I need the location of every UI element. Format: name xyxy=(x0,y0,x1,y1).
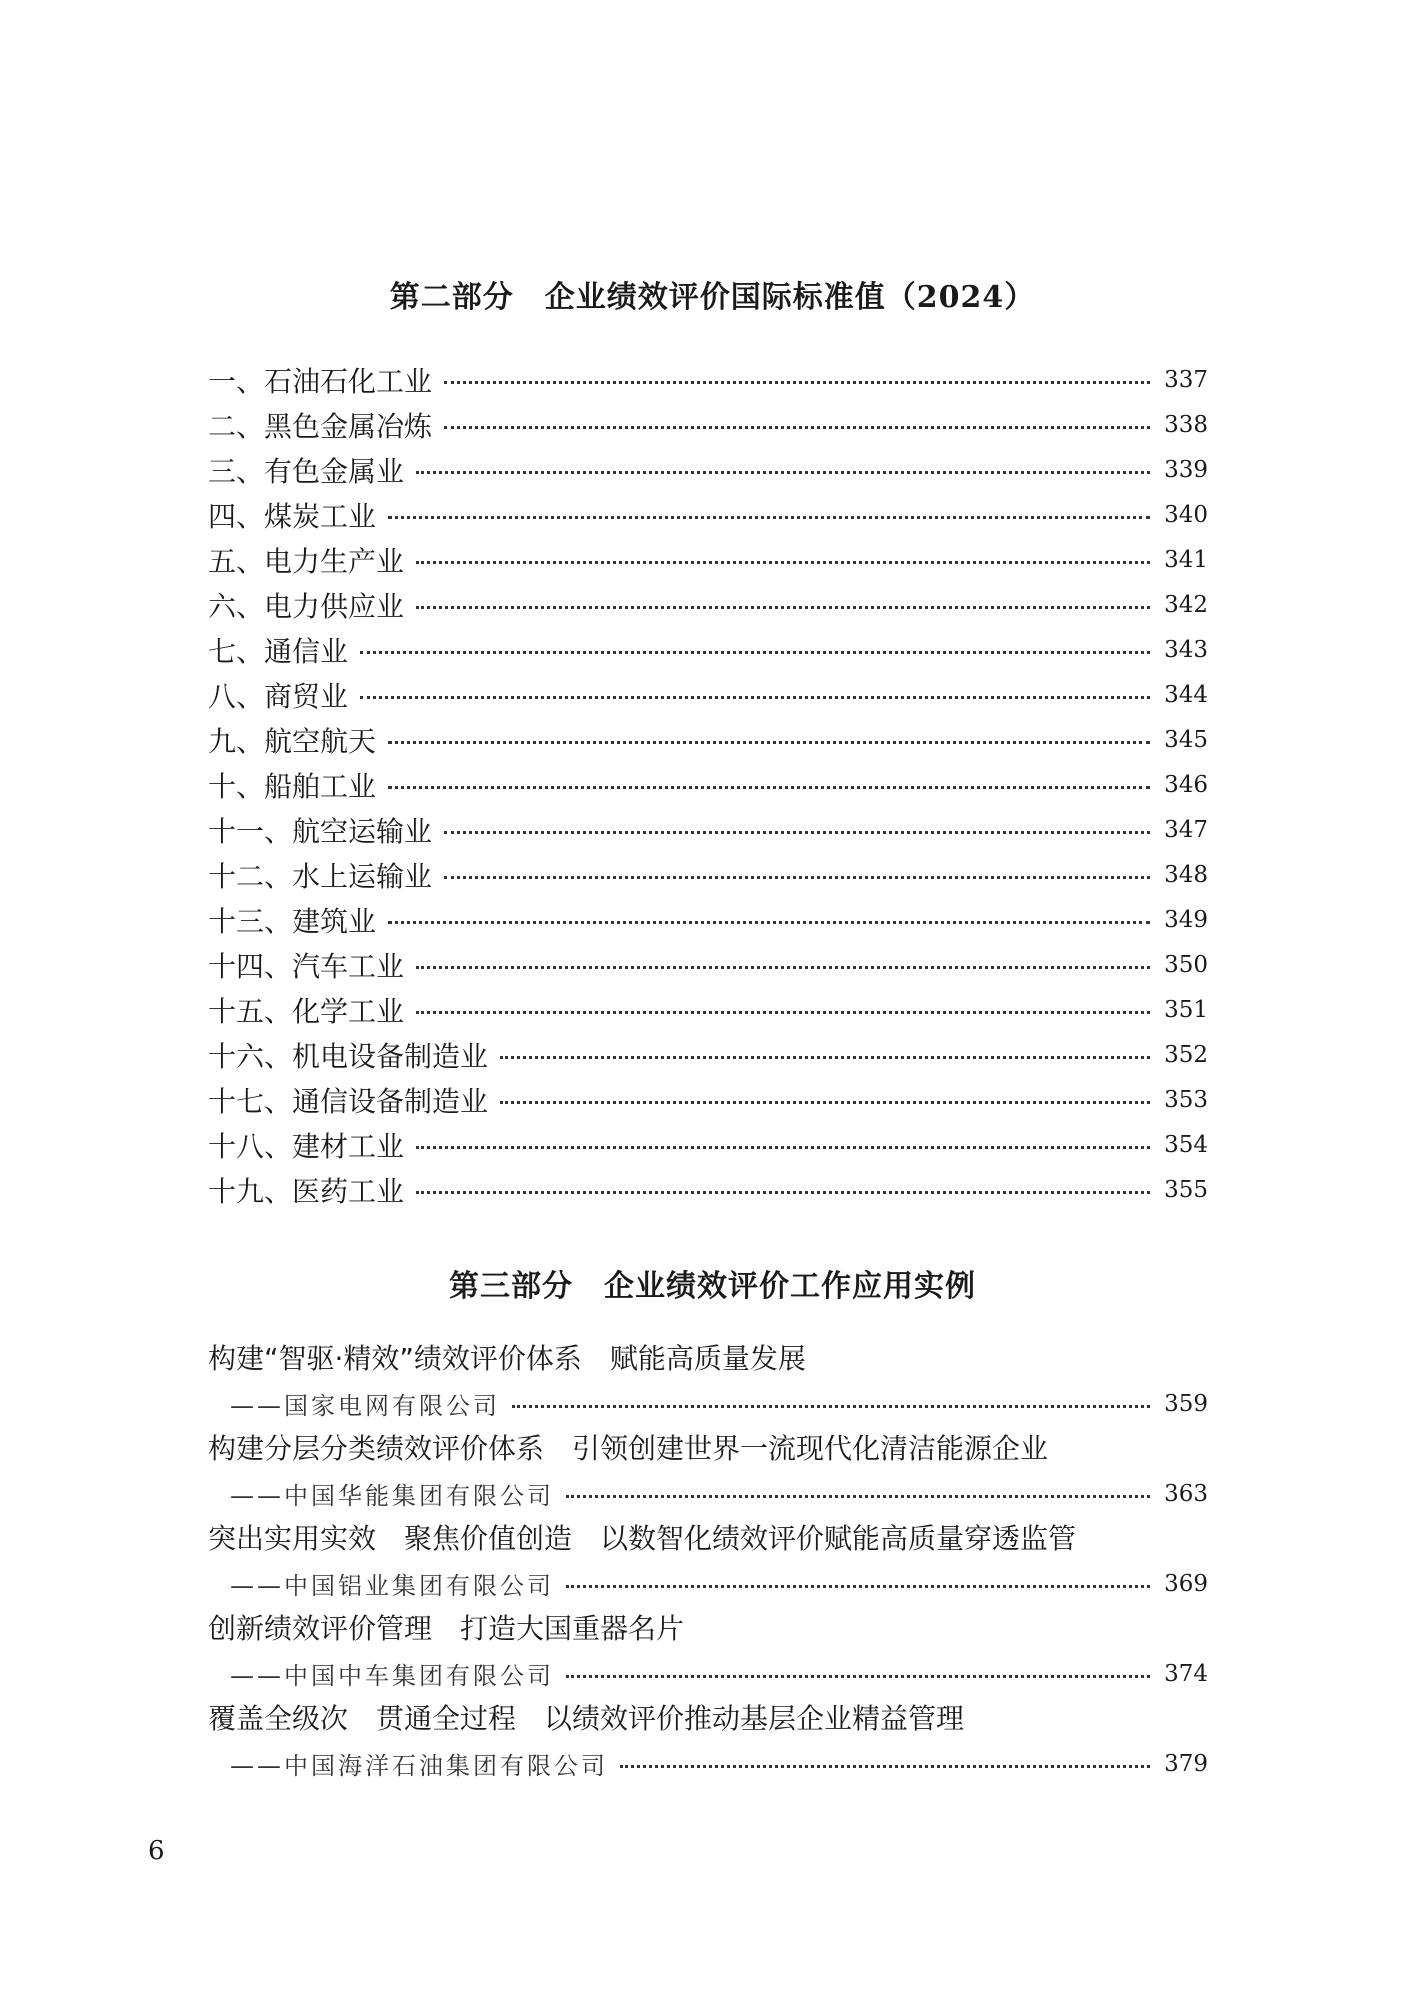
dot-leader xyxy=(566,1495,1150,1498)
toc-entry-label: 二、黑色金属冶炼 xyxy=(208,409,433,443)
case-entry-page: 374 xyxy=(1164,1660,1208,1687)
dot-leader xyxy=(444,831,1150,834)
toc-entry-label: 十一、航空运输业 xyxy=(208,814,433,848)
toc-entry-label: 九、航空航天 xyxy=(208,724,377,758)
part3-toc-list xyxy=(208,1336,1208,1786)
dot-leader xyxy=(500,1101,1150,1104)
toc-entry[interactable] xyxy=(208,447,1208,492)
toc-entry[interactable] xyxy=(208,492,1208,537)
toc-entry-label: 十七、通信设备制造业 xyxy=(208,1084,489,1118)
case-entry[interactable] xyxy=(208,1516,1208,1606)
toc-entry[interactable] xyxy=(208,1122,1208,1167)
case-entry[interactable] xyxy=(208,1696,1208,1786)
toc-entry-page: 342 xyxy=(1164,591,1208,618)
case-entry[interactable] xyxy=(208,1606,1208,1696)
toc-entry-page: 346 xyxy=(1164,771,1208,798)
case-entry-title: 突出实用实效 聚焦价值创造 以数智化绩效评价赋能高质量穿透监管 xyxy=(208,1522,1077,1555)
toc-entry-page: 348 xyxy=(1164,861,1208,888)
toc-entry-page: 345 xyxy=(1164,726,1208,753)
case-entry[interactable] xyxy=(208,1336,1208,1426)
toc-entry-page: 351 xyxy=(1164,996,1208,1023)
dot-leader xyxy=(566,1585,1150,1588)
toc-entry-page: 352 xyxy=(1164,1041,1208,1068)
dot-leader xyxy=(416,561,1150,564)
toc-entry[interactable] xyxy=(208,537,1208,582)
dot-leader xyxy=(416,606,1150,609)
toc-entry[interactable] xyxy=(208,1077,1208,1122)
toc-entry-page: 337 xyxy=(1164,366,1208,393)
toc-entry-label: 十四、汽车工业 xyxy=(208,949,405,983)
dot-leader xyxy=(388,741,1150,744)
case-entry-company: ——中国中车集团有限公司 xyxy=(230,1662,554,1690)
toc-entry-page: 343 xyxy=(1164,636,1208,663)
dot-leader xyxy=(416,1146,1150,1149)
case-entry-company-row xyxy=(208,1471,1208,1516)
case-entry-company-row xyxy=(208,1651,1208,1696)
case-entry-company: ——国家电网有限公司 xyxy=(230,1392,500,1420)
toc-entry-page: 341 xyxy=(1164,546,1208,573)
dot-leader xyxy=(416,1191,1150,1194)
dot-leader xyxy=(444,876,1150,879)
toc-entry[interactable] xyxy=(208,582,1208,627)
toc-entry[interactable] xyxy=(208,762,1208,807)
toc-entry-label: 八、商贸业 xyxy=(208,679,349,713)
toc-entry-page: 338 xyxy=(1164,411,1208,438)
toc-entry-label: 十九、医药工业 xyxy=(208,1174,405,1208)
toc-entry-page: 353 xyxy=(1164,1086,1208,1113)
toc-entry-label: 十五、化学工业 xyxy=(208,994,405,1028)
dot-leader xyxy=(360,651,1150,654)
page-number: 6 xyxy=(148,1836,165,1866)
part2-toc-list xyxy=(208,357,1208,1212)
part3-heading: 第三部分 企业绩效评价工作应用实例 xyxy=(449,1269,976,1304)
dot-leader xyxy=(500,1056,1150,1059)
toc-entry-label: 三、有色金属业 xyxy=(208,454,405,488)
dot-leader xyxy=(416,471,1150,474)
toc-entry-page: 344 xyxy=(1164,681,1208,708)
toc-entry-page: 350 xyxy=(1164,951,1208,978)
part2-heading: 第二部分 企业绩效评价国际标准值（2024） xyxy=(389,280,1036,315)
dot-leader xyxy=(566,1675,1150,1678)
toc-entry-page: 354 xyxy=(1164,1131,1208,1158)
case-entry-page: 359 xyxy=(1164,1390,1208,1417)
toc-entry-label: 十二、水上运输业 xyxy=(208,859,433,893)
toc-entry-label: 四、煤炭工业 xyxy=(208,499,377,533)
toc-entry[interactable] xyxy=(208,357,1208,402)
dot-leader xyxy=(388,921,1150,924)
toc-entry[interactable] xyxy=(208,807,1208,852)
dot-leader xyxy=(388,516,1150,519)
case-entry-title: 覆盖全级次 贯通全过程 以绩效评价推动基层企业精益管理 xyxy=(208,1702,965,1735)
toc-entry[interactable] xyxy=(208,942,1208,987)
toc-entry[interactable] xyxy=(208,987,1208,1032)
case-entry-title: 构建分层分类绩效评价体系 引领创建世界一流现代化清洁能源企业 xyxy=(208,1432,1049,1465)
toc-entry[interactable] xyxy=(208,402,1208,447)
dot-leader xyxy=(416,966,1150,969)
case-entry[interactable] xyxy=(208,1426,1208,1516)
toc-entry-label: 十八、建材工业 xyxy=(208,1129,405,1163)
case-entry-page: 363 xyxy=(1164,1480,1208,1507)
toc-entry-page: 349 xyxy=(1164,906,1208,933)
case-entry-company-row xyxy=(208,1741,1208,1786)
case-entry-company-row xyxy=(208,1561,1208,1606)
dot-leader xyxy=(444,381,1150,384)
toc-entry-page: 339 xyxy=(1164,456,1208,483)
dot-leader xyxy=(416,1011,1150,1014)
toc-entry[interactable] xyxy=(208,672,1208,717)
toc-entry-label: 七、通信业 xyxy=(208,634,349,668)
case-entry-title: 构建“智驱·精效”绩效评价体系 赋能高质量发展 xyxy=(208,1342,806,1375)
toc-entry-page: 347 xyxy=(1164,816,1208,843)
case-entry-page: 369 xyxy=(1164,1570,1208,1597)
case-entry-company: ——中国铝业集团有限公司 xyxy=(230,1572,554,1600)
toc-entry-page: 355 xyxy=(1164,1176,1208,1203)
dot-leader xyxy=(620,1765,1150,1768)
toc-entry-label: 十、船舶工业 xyxy=(208,769,377,803)
dot-leader xyxy=(360,696,1150,699)
case-entry-title: 创新绩效评价管理 打造大国重器名片 xyxy=(208,1612,685,1645)
toc-entry-label: 一、石油石化工业 xyxy=(208,364,433,398)
toc-entry[interactable] xyxy=(208,852,1208,897)
toc-entry-page: 340 xyxy=(1164,501,1208,528)
dot-leader xyxy=(388,786,1150,789)
dot-leader xyxy=(444,426,1150,429)
toc-entry-label: 十六、机电设备制造业 xyxy=(208,1039,489,1073)
toc-entry-label: 十三、建筑业 xyxy=(208,904,377,938)
toc-entry[interactable] xyxy=(208,627,1208,672)
toc-entry[interactable] xyxy=(208,897,1208,942)
case-entry-company: ——中国华能集团有限公司 xyxy=(230,1482,554,1510)
toc-entry-label: 六、电力供应业 xyxy=(208,589,405,623)
dot-leader xyxy=(512,1405,1150,1408)
case-entry-company-row xyxy=(208,1381,1208,1426)
toc-entry[interactable] xyxy=(208,717,1208,762)
case-entry-company: ——中国海洋石油集团有限公司 xyxy=(230,1752,608,1780)
toc-entry[interactable] xyxy=(208,1167,1208,1212)
toc-entry[interactable] xyxy=(208,1032,1208,1077)
case-entry-page: 379 xyxy=(1164,1750,1208,1777)
toc-entry-label: 五、电力生产业 xyxy=(208,544,405,578)
